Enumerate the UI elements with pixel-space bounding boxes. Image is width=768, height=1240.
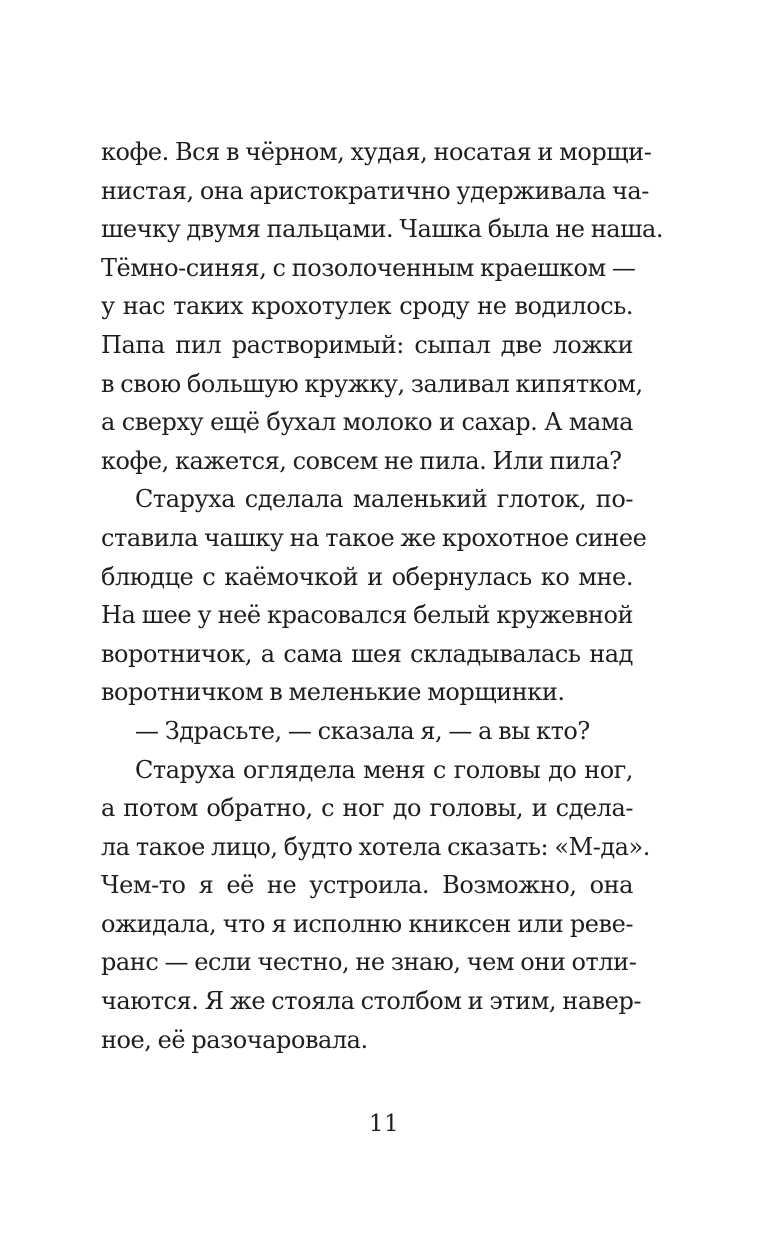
text-line: блюдце с каёмочкой и обернулась ко мне. <box>101 562 633 591</box>
text-line: у нас таких крохотулек сроду не водилось. <box>101 292 633 321</box>
text-line: Тёмно-синяя, с позолоченным краешком — <box>101 253 636 282</box>
text-line: Чем-то я её не устроила. Возможно, она <box>101 871 633 900</box>
text-line: воротничком в меленькие морщинки. <box>101 678 565 707</box>
text-line: нистая, она аристократично удерживала ча- <box>101 176 649 205</box>
text-line: На шее у неё красовался белый кружевной <box>101 601 633 630</box>
text-line: ожидала, что я исполню книксен или реве- <box>101 909 633 938</box>
text-line: а потом обратно, с ног до головы, и сдела- <box>101 794 633 823</box>
text-line: шечку двумя пальцами. Чашка была не наша. <box>101 215 664 244</box>
text-line: кофе, кажется, совсем не пила. Или пила? <box>101 446 622 475</box>
text-line: Папа пил растворимый: сыпал две ложки <box>101 330 633 359</box>
text-line: ное, её разочаровала. <box>101 1025 368 1054</box>
text-line: ранс — если честно, не знаю, чем они отли- <box>101 948 637 977</box>
text-line: Старуха оглядела меня с головы до ног, <box>135 755 633 784</box>
text-line: кофе. Вся в чёрном, худая, носатая и морщи- <box>101 138 652 166</box>
text-line: ставила чашку на такое же крохотное синее <box>101 523 647 552</box>
text-line: ла такое лицо, будто хотела сказать: «М-да». <box>101 832 650 861</box>
page-number: 11 <box>368 1111 400 1137</box>
text-line: Старуха сделала маленький глоток, по- <box>135 485 633 514</box>
page-body-text <box>101 133 664 1059</box>
text-line: в свою большую кружку, заливал кипятком, <box>101 369 643 398</box>
text-line: чаются. Я же стояла столбом и этим, навер- <box>101 987 642 1016</box>
text-line: — Здрасьте, — сказала я, — а вы кто? <box>135 716 590 745</box>
text-line: а сверху ещё бухал молоко и сахар. А мама <box>101 408 633 437</box>
text-line: воротничок, а сама шея складывалась над <box>101 639 633 668</box>
